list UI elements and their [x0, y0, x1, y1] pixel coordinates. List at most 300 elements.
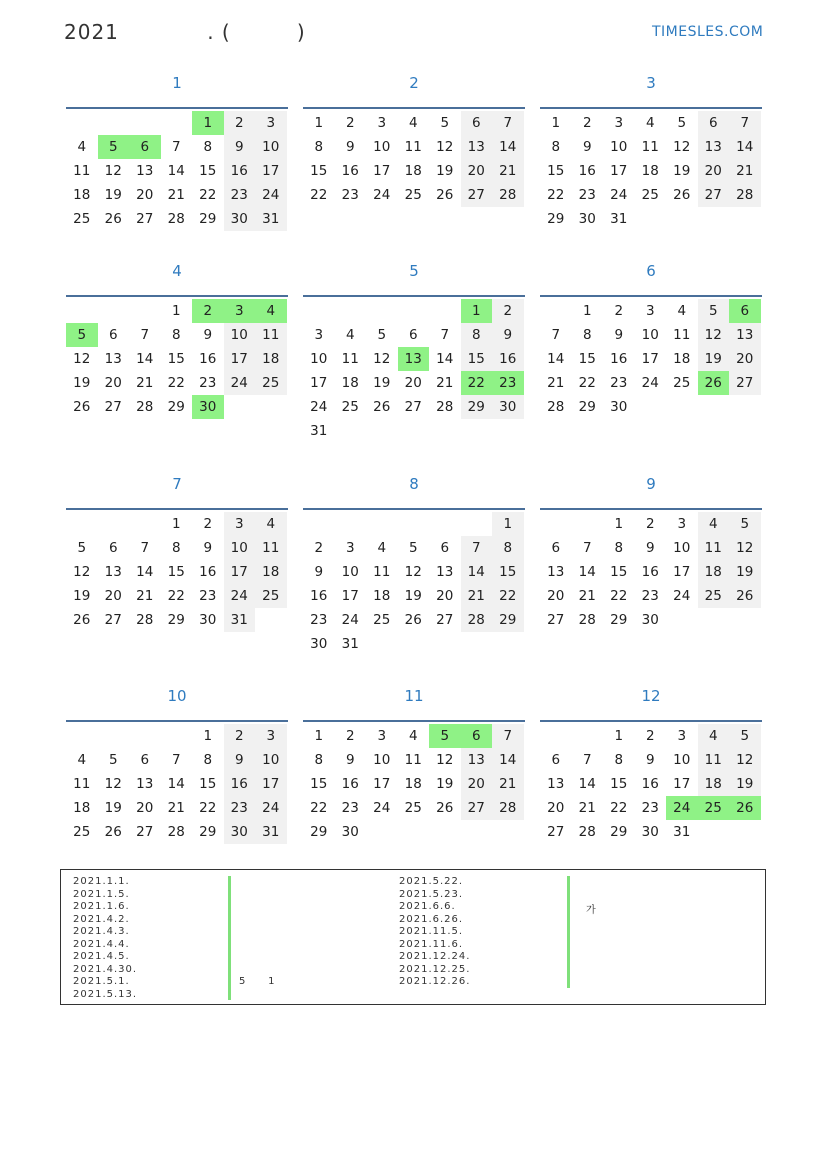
day-cell: 16 [224, 772, 256, 796]
month-title: 8 [409, 475, 419, 493]
day-cell: 20 [104, 588, 122, 604]
day-cell: 24 [310, 399, 328, 415]
day-cell: 18 [73, 187, 91, 203]
day-cell: 29 [167, 399, 185, 415]
day-cell: 9 [345, 752, 355, 768]
day-cell: 27 [436, 612, 454, 628]
month-2 [303, 60, 525, 248]
day-cell: 25 [404, 187, 422, 203]
day-cell: 9 [345, 139, 355, 155]
day-cell: 3 [255, 111, 287, 135]
day-cell: 12 [404, 564, 422, 580]
day-cell: 30 [224, 207, 256, 231]
day-cell: 24 [224, 584, 256, 608]
month-title: 7 [172, 475, 182, 493]
month-days [66, 508, 288, 632]
day-cell: 20 [461, 772, 493, 796]
day-cell: 7 [582, 752, 592, 768]
month-3 [540, 60, 762, 248]
day-cell: 5 [408, 540, 418, 556]
holiday-date: 2021.5.13. [73, 988, 138, 1000]
day-cell: 26 [404, 612, 422, 628]
day-cell: 13 [104, 564, 122, 580]
day-cell: 27 [104, 612, 122, 628]
day-cell: 16 [492, 347, 524, 371]
day-cell: 21 [578, 588, 596, 604]
day-cell: 3 [677, 728, 687, 744]
day-cell: 21 [136, 375, 154, 391]
day-cell: 13 [461, 135, 493, 159]
day-cell: 26 [73, 612, 91, 628]
day-blank [129, 512, 161, 536]
day-blank [66, 299, 98, 323]
day-cell: 16 [224, 159, 256, 183]
day-blank [98, 512, 130, 536]
month-title: 1 [172, 74, 182, 92]
day-cell: 12 [104, 163, 122, 179]
day-cell: 14 [136, 351, 154, 367]
day-cell: 24 [666, 796, 698, 820]
day-blank [98, 724, 130, 748]
day-cell: 10 [673, 752, 691, 768]
day-cell: 27 [547, 824, 565, 840]
day-cell: 23 [578, 187, 596, 203]
day-cell: 13 [104, 351, 122, 367]
day-blank [335, 299, 367, 323]
day-cell: 15 [167, 351, 185, 367]
holiday-date: 2021.11.6. [399, 938, 464, 950]
day-cell: 14 [578, 564, 596, 580]
day-blank [66, 111, 98, 135]
holiday-date: 2021.6.6. [399, 901, 456, 912]
day-cell: 6 [729, 299, 761, 323]
day-cell: 9 [203, 540, 213, 556]
day-cell: 11 [404, 139, 422, 155]
day-cell: 20 [461, 159, 493, 183]
day-cell: 4 [645, 115, 655, 131]
day-cell: 16 [199, 564, 217, 580]
day-cell: 23 [492, 371, 524, 395]
day-cell: 18 [255, 560, 287, 584]
day-cell: 8 [614, 540, 624, 556]
month-row [66, 461, 762, 673]
day-cell: 29 [578, 399, 596, 415]
holiday-date: 2021.5.1. [73, 976, 130, 987]
day-cell: 2 [645, 516, 655, 532]
day-cell: 22 [199, 187, 217, 203]
day-cell: 15 [167, 564, 185, 580]
day-cell: 20 [698, 159, 730, 183]
day-cell: 22 [167, 375, 185, 391]
day-cell: 5 [377, 327, 387, 343]
day-cell: 13 [547, 564, 565, 580]
day-cell: 9 [614, 327, 624, 343]
day-cell: 8 [582, 327, 592, 343]
day-cell: 11 [698, 748, 730, 772]
month-row [66, 673, 762, 873]
day-cell: 22 [547, 187, 565, 203]
day-cell: 22 [610, 800, 628, 816]
day-cell: 25 [73, 824, 91, 840]
day-cell: 13 [698, 135, 730, 159]
day-cell: 30 [578, 211, 596, 227]
day-cell: 22 [167, 588, 185, 604]
month-title: 12 [641, 687, 661, 705]
month-title: 9 [646, 475, 656, 493]
month-title: 5 [409, 262, 419, 280]
day-cell: 17 [610, 163, 628, 179]
day-blank [366, 299, 398, 323]
day-cell: 23 [224, 183, 256, 207]
day-cell: 2 [314, 540, 324, 556]
day-cell: 17 [224, 347, 256, 371]
day-cell: 12 [729, 748, 761, 772]
day-cell: 14 [167, 776, 185, 792]
day-cell: 6 [440, 540, 450, 556]
day-cell: 22 [578, 375, 596, 391]
day-cell: 9 [492, 323, 524, 347]
day-cell: 8 [614, 752, 624, 768]
day-cell: 29 [310, 824, 328, 840]
day-cell: 17 [310, 375, 328, 391]
holiday-note-right: 가 [586, 905, 598, 916]
day-cell: 8 [461, 323, 493, 347]
day-cell: 19 [104, 187, 122, 203]
day-cell: 8 [314, 139, 324, 155]
day-cell: 9 [645, 540, 655, 556]
month-4 [66, 248, 288, 461]
day-cell: 19 [73, 375, 91, 391]
month-row [66, 60, 762, 248]
day-cell: 14 [436, 351, 454, 367]
day-cell: 3 [345, 540, 355, 556]
day-cell: 5 [77, 540, 87, 556]
day-cell: 18 [641, 163, 659, 179]
day-cell: 20 [547, 588, 565, 604]
day-cell: 21 [492, 159, 524, 183]
day-cell: 27 [698, 183, 730, 207]
day-cell: 5 [729, 724, 761, 748]
day-cell: 6 [461, 111, 493, 135]
day-cell: 22 [461, 371, 493, 395]
month-days [540, 720, 762, 844]
day-cell: 22 [199, 800, 217, 816]
day-cell: 5 [66, 323, 98, 347]
day-cell: 29 [461, 395, 493, 419]
day-cell: 24 [673, 588, 691, 604]
day-cell: 9 [224, 135, 256, 159]
day-cell: 11 [255, 323, 287, 347]
day-cell: 10 [341, 564, 359, 580]
day-cell: 7 [140, 327, 150, 343]
day-cell: 7 [492, 724, 524, 748]
day-cell: 12 [436, 139, 454, 155]
day-cell: 2 [192, 299, 224, 323]
day-cell: 29 [547, 211, 565, 227]
day-cell: 5 [98, 135, 130, 159]
day-cell: 16 [341, 776, 359, 792]
month-11 [303, 673, 525, 873]
day-cell: 26 [698, 371, 730, 395]
day-cell: 15 [310, 163, 328, 179]
day-cell: 4 [408, 115, 418, 131]
day-cell: 21 [492, 772, 524, 796]
day-cell: 4 [698, 512, 730, 536]
day-cell: 20 [136, 187, 154, 203]
day-cell: 26 [729, 584, 761, 608]
day-cell: 6 [108, 540, 118, 556]
day-cell: 13 [436, 564, 454, 580]
day-cell: 2 [645, 728, 655, 744]
day-cell: 30 [492, 395, 524, 419]
holiday-date: 2021.4.2. [73, 913, 130, 925]
day-cell: 6 [108, 327, 118, 343]
day-blank [540, 299, 572, 323]
holiday-date: 2021.1.5. [73, 888, 130, 900]
day-blank [540, 512, 572, 536]
holiday-list-box [60, 869, 766, 1005]
month-12 [540, 673, 762, 873]
day-cell: 5 [677, 115, 687, 131]
day-cell: 25 [255, 371, 287, 395]
day-cell: 15 [610, 776, 628, 792]
day-cell: 22 [492, 584, 524, 608]
day-blank [572, 512, 604, 536]
day-cell: 31 [310, 423, 328, 439]
day-cell: 24 [255, 796, 287, 820]
month-title: 6 [646, 262, 656, 280]
day-cell: 9 [645, 752, 655, 768]
day-blank [303, 512, 335, 536]
day-cell: 1 [203, 728, 213, 744]
month-days [540, 107, 762, 231]
holiday-date: 2021.1.6. [73, 901, 130, 912]
holiday-date: 2021.1.1. [73, 876, 130, 887]
day-cell: 20 [404, 375, 422, 391]
day-cell: 6 [551, 752, 561, 768]
month-title: 4 [172, 262, 182, 280]
day-cell: 10 [255, 135, 287, 159]
day-cell: 4 [77, 752, 87, 768]
day-cell: 14 [578, 776, 596, 792]
day-blank [398, 299, 430, 323]
day-blank [335, 512, 367, 536]
day-cell: 1 [314, 728, 324, 744]
day-cell: 25 [373, 612, 391, 628]
day-cell: 29 [167, 612, 185, 628]
month-1 [66, 60, 288, 248]
day-cell: 10 [310, 351, 328, 367]
day-cell: 13 [547, 776, 565, 792]
day-cell: 9 [314, 564, 324, 580]
day-cell: 30 [310, 636, 328, 652]
holiday-list-left [73, 876, 137, 1001]
day-cell: 20 [136, 800, 154, 816]
day-cell: 9 [224, 748, 256, 772]
month-7 [66, 461, 288, 673]
day-cell: 14 [461, 560, 493, 584]
day-blank [429, 512, 461, 536]
day-cell: 11 [641, 139, 659, 155]
day-cell: 25 [341, 399, 359, 415]
day-cell: 1 [192, 111, 224, 135]
holiday-date: 2021.4.5. [73, 951, 130, 962]
day-cell: 12 [673, 139, 691, 155]
day-cell: 26 [436, 187, 454, 203]
day-cell: 27 [461, 796, 493, 820]
day-cell: 3 [377, 728, 387, 744]
day-cell: 17 [673, 564, 691, 580]
day-cell: 30 [199, 612, 217, 628]
day-cell: 21 [729, 159, 761, 183]
month-title: 10 [167, 687, 187, 705]
day-cell: 13 [461, 748, 493, 772]
day-cell: 18 [73, 800, 91, 816]
day-cell: 17 [373, 163, 391, 179]
day-blank [366, 512, 398, 536]
day-cell: 1 [314, 115, 324, 131]
day-cell: 24 [373, 187, 391, 203]
day-cell: 10 [224, 323, 256, 347]
holiday-date: 2021.4.4. [73, 938, 130, 950]
day-blank [129, 111, 161, 135]
day-cell: 5 [429, 724, 461, 748]
holiday-bar-left [228, 876, 231, 1000]
day-cell: 14 [167, 163, 185, 179]
day-cell: 14 [729, 135, 761, 159]
day-cell: 5 [108, 752, 118, 768]
day-cell: 2 [224, 724, 256, 748]
day-cell: 19 [373, 375, 391, 391]
day-cell: 2 [582, 115, 592, 131]
day-cell: 15 [310, 776, 328, 792]
day-cell: 11 [373, 564, 391, 580]
site-logo[interactable]: TIMESLES.COM [652, 24, 764, 40]
day-cell: 20 [729, 347, 761, 371]
day-cell: 7 [171, 752, 181, 768]
day-cell: 28 [492, 796, 524, 820]
day-cell: 14 [136, 564, 154, 580]
day-cell: 7 [582, 540, 592, 556]
day-cell: 25 [698, 796, 730, 820]
day-cell: 4 [255, 299, 287, 323]
day-cell: 30 [224, 820, 256, 844]
day-cell: 13 [136, 776, 154, 792]
day-cell: 14 [492, 748, 524, 772]
day-cell: 8 [551, 139, 561, 155]
day-cell: 23 [610, 375, 628, 391]
day-cell: 3 [645, 303, 655, 319]
day-cell: 26 [673, 187, 691, 203]
day-cell: 17 [255, 159, 287, 183]
day-cell: 21 [578, 800, 596, 816]
day-cell: 4 [408, 728, 418, 744]
day-cell: 12 [373, 351, 391, 367]
day-cell: 3 [314, 327, 324, 343]
day-cell: 18 [255, 347, 287, 371]
day-cell: 1 [582, 303, 592, 319]
day-cell: 25 [698, 584, 730, 608]
day-cell: 17 [641, 351, 659, 367]
day-cell: 18 [673, 351, 691, 367]
day-cell: 18 [341, 375, 359, 391]
day-cell: 20 [547, 800, 565, 816]
day-cell: 5 [698, 299, 730, 323]
day-cell: 16 [310, 588, 328, 604]
day-cell: 7 [440, 327, 450, 343]
day-cell: 26 [436, 800, 454, 816]
day-cell: 23 [341, 187, 359, 203]
day-cell: 8 [203, 139, 213, 155]
day-cell: 6 [129, 135, 161, 159]
day-blank [66, 512, 98, 536]
month-10 [66, 673, 288, 873]
day-cell: 28 [136, 399, 154, 415]
day-cell: 19 [104, 800, 122, 816]
day-cell: 20 [436, 588, 454, 604]
holiday-date: 2021.12.26. [399, 976, 471, 987]
day-cell: 24 [610, 187, 628, 203]
day-cell: 27 [136, 824, 154, 840]
day-cell: 2 [345, 728, 355, 744]
day-cell: 4 [698, 724, 730, 748]
day-cell: 10 [224, 536, 256, 560]
day-cell: 22 [310, 800, 328, 816]
day-cell: 27 [404, 399, 422, 415]
day-cell: 1 [551, 115, 561, 131]
holiday-date: 2021.4.30. [73, 963, 138, 975]
day-cell: 7 [729, 111, 761, 135]
day-cell: 18 [404, 163, 422, 179]
day-cell: 16 [341, 163, 359, 179]
day-cell: 18 [698, 560, 730, 584]
day-cell: 11 [673, 327, 691, 343]
day-cell: 21 [167, 187, 185, 203]
day-cell: 8 [203, 752, 213, 768]
day-blank [572, 724, 604, 748]
day-cell: 19 [673, 163, 691, 179]
day-cell: 3 [255, 724, 287, 748]
day-cell: 30 [341, 824, 359, 840]
day-cell: 23 [199, 375, 217, 391]
day-cell: 12 [73, 564, 91, 580]
day-cell: 19 [404, 588, 422, 604]
day-cell: 3 [377, 115, 387, 131]
day-cell: 12 [729, 536, 761, 560]
month-days [303, 508, 525, 656]
day-cell: 16 [199, 351, 217, 367]
day-blank [66, 724, 98, 748]
day-cell: 11 [73, 163, 91, 179]
day-cell: 28 [461, 608, 493, 632]
day-cell: 19 [698, 347, 730, 371]
day-cell: 8 [171, 540, 181, 556]
day-cell: 31 [255, 820, 287, 844]
day-blank [98, 111, 130, 135]
day-cell: 20 [104, 375, 122, 391]
day-cell: 9 [203, 327, 213, 343]
day-cell: 1 [461, 299, 493, 323]
day-cell: 26 [373, 399, 391, 415]
day-cell: 16 [610, 351, 628, 367]
day-cell: 11 [255, 536, 287, 560]
day-cell: 28 [547, 399, 565, 415]
day-cell: 19 [729, 772, 761, 796]
day-cell: 17 [341, 588, 359, 604]
day-cell: 7 [461, 536, 493, 560]
day-cell: 6 [408, 327, 418, 343]
day-cell: 31 [255, 207, 287, 231]
